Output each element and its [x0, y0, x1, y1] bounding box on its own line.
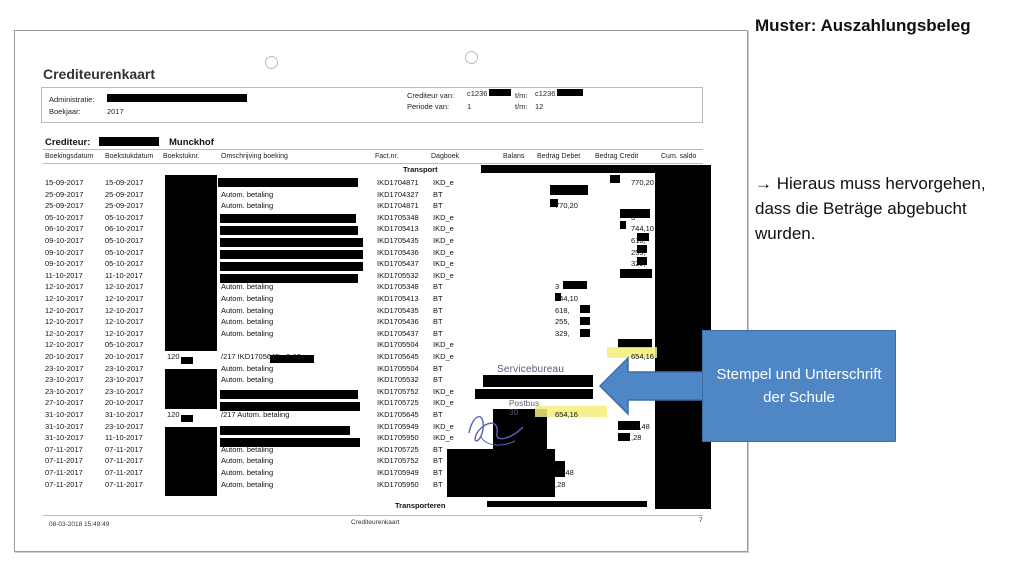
- redaction: [580, 329, 590, 337]
- cell-dag: IKD_e: [433, 178, 454, 187]
- cell-bd: 07-11-2017: [45, 456, 83, 466]
- cell-dag: IKD_e: [433, 212, 454, 222]
- crediteur-van-value: c1236: [467, 89, 488, 98]
- cell-desc: Autom. betaling: [221, 328, 274, 338]
- cell-bd: 09-10-2017: [45, 236, 84, 245]
- cell-bd: 12-10-2017: [45, 305, 84, 315]
- cell-bd: 23-10-2017: [45, 375, 84, 385]
- cell-desc: Autom. betaling: [221, 375, 274, 385]
- periode-van-label: Periode van:: [407, 102, 450, 111]
- cell-sd: 25-09-2017: [105, 189, 144, 199]
- cell-sd: 12-10-2017: [105, 294, 144, 303]
- punch-hole-icon: [265, 56, 278, 69]
- cell-dag: IKD_e: [433, 433, 454, 443]
- cell-desc: /217 Autom. betaling: [221, 410, 290, 419]
- cell-sd: 23-10-2017: [105, 363, 144, 373]
- cell-fact: IKD1705752: [377, 456, 419, 466]
- document-title: Crediteurenkaart: [43, 66, 156, 82]
- cell-fact: IKD1705436: [377, 247, 419, 257]
- redaction: [489, 89, 511, 96]
- cell-desc: Autom. betaling: [221, 479, 274, 489]
- cell-dag: BT: [433, 305, 443, 315]
- cell-fact: IKD1705504: [377, 363, 419, 373]
- cell-sd: 05-10-2017: [105, 236, 144, 245]
- cell-dag: BT: [433, 468, 443, 477]
- cell-fact: IKD1705435: [377, 236, 419, 245]
- cell-dag: IKD_e: [433, 259, 454, 269]
- cell-desc: Autom. betaling: [221, 444, 274, 454]
- redaction: [487, 501, 647, 507]
- cell-credit: ,28: [631, 433, 642, 443]
- cell-dag: IKD_e: [433, 247, 454, 257]
- cell-bd: 12-10-2017: [45, 282, 84, 292]
- stamp-number: 30: [509, 408, 519, 417]
- column-header: Boekstukdatum: [105, 153, 154, 160]
- cell-debet: 770,20: [555, 201, 578, 211]
- cell-dag: BT: [433, 317, 443, 327]
- cell-debet: 618,: [555, 305, 570, 315]
- cell-sd: 07-11-2017: [105, 468, 143, 477]
- cell-bd: 23-10-2017: [45, 363, 84, 373]
- cell-fact: IKD1705435: [377, 305, 419, 315]
- cell-sd: 07-11-2017: [105, 479, 143, 489]
- divider: [43, 515, 703, 516]
- cell-sd: 12-10-2017: [105, 305, 144, 315]
- redaction: [580, 305, 590, 313]
- slide-title: Muster: Auszahlungsbeleg: [755, 16, 971, 35]
- cell-fact: IKD1705532: [377, 375, 419, 385]
- cell-bd: 31-10-2017: [45, 410, 84, 419]
- cell-fact: IKD1705949: [377, 468, 419, 477]
- tm-value-1: c1236: [535, 89, 556, 98]
- divider: [43, 163, 703, 164]
- cell-debet: 79,48: [555, 468, 574, 477]
- cell-bd: 12-10-2017: [45, 340, 84, 350]
- cell-dag: BT: [433, 294, 443, 303]
- redaction: [220, 250, 363, 259]
- cell-bd: 07-11-2017: [45, 468, 83, 477]
- cell-fact: IKD1705532: [377, 270, 419, 280]
- cell-debet: 329,: [555, 328, 570, 338]
- cell-dag: BT: [433, 282, 443, 292]
- transporteren-label: Transporteren: [395, 501, 446, 510]
- redaction: [220, 238, 363, 247]
- cell-fact: IKD1705725: [377, 398, 419, 408]
- stamp-postbus: Postbus: [509, 399, 540, 408]
- redaction: [220, 214, 356, 223]
- meta-frame: [41, 87, 703, 123]
- cell-sd: 05-10-2017: [105, 247, 144, 257]
- cell-dag: IKD_e: [433, 340, 454, 350]
- redaction: [107, 94, 247, 102]
- redaction: [218, 178, 358, 187]
- cell-credit: 255,: [631, 247, 646, 257]
- cell-debet: 255,: [555, 317, 570, 327]
- cell-desc: Autom. betaling: [221, 189, 274, 199]
- cell-dag: IKD_e: [433, 398, 454, 408]
- cell-sd: 12-10-2017: [105, 328, 144, 338]
- cell-sd: 11-10-2017: [105, 433, 143, 443]
- cell-dag: BT: [433, 410, 443, 419]
- cell-debet: 654,16: [555, 410, 578, 419]
- cell-sd: 25-09-2017: [105, 201, 144, 211]
- cell-debet: 744,10: [555, 294, 578, 303]
- redaction: [165, 369, 217, 409]
- transport-label: Transport: [403, 165, 438, 174]
- cell-dag: IKD_e: [433, 352, 454, 361]
- cell-credit: 329,: [631, 259, 646, 269]
- cell-dag: IKD_e: [433, 270, 454, 280]
- boekjaar-value: 2017: [107, 107, 124, 116]
- cell-debet: ,28: [555, 479, 566, 489]
- cell-credit: 770,20: [631, 178, 654, 187]
- cell-bd: 12-10-2017: [45, 317, 84, 327]
- cell-bd: 07-11-2017: [45, 479, 83, 489]
- periode-van-value: 1: [467, 102, 472, 111]
- cell-fact: IKD1705725: [377, 444, 419, 454]
- cell-sd: 05-10-2017: [105, 212, 144, 222]
- column-header: Boekstuknr.: [163, 153, 200, 160]
- cell-credit: 744,10: [631, 224, 654, 234]
- cell-sd: 11-10-2017: [105, 270, 143, 280]
- callout-box: Stempel und Unterschrift der Schule: [702, 330, 896, 442]
- cell-bd: 12-10-2017: [45, 294, 84, 303]
- cell-fact: IKD1704871: [377, 178, 419, 187]
- redaction: [220, 390, 358, 399]
- cell-dag: BT: [433, 479, 443, 489]
- cell-bd: 06-10-2017: [45, 224, 84, 234]
- cell-bd: 11-10-2017: [45, 270, 83, 280]
- slide-note: → Hieraus muss hervorgehen, dass die Beträge abgebucht wurden.: [755, 174, 986, 243]
- cell-debet: 3: [555, 282, 560, 292]
- column-header: Fact.nr.: [375, 153, 399, 160]
- cell-fact: IKD1705950: [377, 479, 419, 489]
- cell-bd: 31-10-2017: [45, 433, 84, 443]
- cell-sd: 05-10-2017: [105, 340, 144, 350]
- redaction: [220, 262, 363, 271]
- cell-dag: IKD_e: [433, 386, 454, 396]
- cell-sd: 23-10-2017: [105, 375, 144, 385]
- cell-bd: 25-09-2017: [45, 201, 84, 211]
- cell-bd: 07-11-2017: [45, 444, 83, 454]
- cell-bd: 09-10-2017: [45, 247, 84, 257]
- crediteur-label: Crediteur:: [45, 137, 91, 148]
- column-header: Dagboek: [431, 153, 460, 160]
- redaction: [620, 269, 652, 278]
- cell-desc: /217 IKD1705645 - 6-10: [221, 352, 302, 361]
- crediteur-name: Munckhof: [169, 137, 214, 148]
- cell-sd: 05-10-2017: [105, 259, 144, 269]
- cell-dag: BT: [433, 375, 443, 385]
- cell-desc: Autom. betaling: [221, 305, 274, 315]
- cell-desc: Autom. betaling: [221, 282, 274, 292]
- column-header: Boekingsdatum: [45, 153, 94, 160]
- cell-fact: IKD1705437: [377, 259, 419, 269]
- tm-label-2: t/m:: [515, 102, 528, 111]
- cell-bd: 27-10-2017: [45, 398, 84, 408]
- cell-sd: 15-09-2017: [105, 178, 144, 187]
- cell-bd: 25-09-2017: [45, 189, 84, 199]
- cell-sd: 20-10-2017: [105, 398, 144, 408]
- signature-icon: [463, 403, 533, 453]
- redaction: [181, 415, 193, 422]
- cell-dag: BT: [433, 328, 443, 338]
- redaction: [618, 433, 630, 441]
- redaction: [220, 426, 350, 435]
- cell-nr: 120: [167, 352, 180, 361]
- punch-hole-icon: [465, 51, 478, 64]
- cell-sd: 12-10-2017: [105, 282, 144, 292]
- redaction: [165, 461, 217, 496]
- cell-desc: Autom. betaling: [221, 363, 274, 373]
- cell-fact: IKD1705437: [377, 328, 419, 338]
- column-header: Cum. saldo: [661, 153, 697, 160]
- redaction: [580, 317, 590, 325]
- redaction: [563, 281, 587, 289]
- redaction: [165, 175, 217, 351]
- cell-dag: BT: [433, 363, 443, 373]
- cell-fact: IKD1704871: [377, 201, 419, 211]
- boekjaar-label: Boekjaar:: [49, 107, 81, 116]
- redaction: [99, 137, 159, 146]
- stamp-servicebureau: Servicebureau: [497, 364, 565, 375]
- cell-credit: 79,48: [631, 421, 650, 431]
- cell-sd: 12-10-2017: [105, 317, 144, 327]
- redaction: [620, 221, 626, 229]
- cell-fact: IKD1705752: [377, 386, 419, 396]
- tm-value-2: 12: [535, 102, 544, 111]
- cell-bd: 15-09-2017: [45, 178, 84, 187]
- column-header: Omschrijving boeking: [221, 153, 288, 160]
- footer-title: Crediteurenkaart: [351, 519, 400, 526]
- cell-fact: IKD1705950: [377, 433, 419, 443]
- tm-label-1: t/m:: [515, 91, 528, 100]
- redaction: [220, 226, 358, 235]
- cell-bd: 31-10-2017: [45, 421, 84, 431]
- redaction: [181, 357, 193, 364]
- cell-dag: IKD_e: [433, 224, 454, 234]
- redaction: [447, 449, 555, 497]
- cell-credit: 618,: [631, 236, 646, 245]
- redaction: [610, 175, 620, 183]
- cell-credit: 654,16: [631, 352, 654, 361]
- cell-fact: IKD1705413: [377, 224, 419, 234]
- cell-sd: 23-10-2017: [105, 421, 144, 431]
- cell-desc: Autom. betaling: [221, 456, 274, 466]
- divider: [43, 149, 703, 150]
- cell-desc: Autom. betaling: [221, 294, 274, 303]
- cell-fact: IKD1705436: [377, 317, 419, 327]
- cell-dag: BT: [433, 444, 443, 454]
- cell-dag: IKD_e: [433, 421, 454, 431]
- cell-fact: IKD1705413: [377, 294, 419, 303]
- cell-bd: 05-10-2017: [45, 212, 84, 222]
- footer-timestamp: 08-03-2018 15:49:49: [49, 521, 110, 528]
- redaction: [557, 89, 583, 96]
- cell-bd: 23-10-2017: [45, 386, 84, 396]
- redaction: [475, 389, 593, 399]
- cell-fact: IKD1705949: [377, 421, 419, 431]
- cell-nr: 120: [167, 410, 180, 419]
- cell-sd: 07-11-2017: [105, 456, 143, 466]
- arrow-left-icon: [598, 356, 708, 416]
- cell-fact: IKD1704327: [377, 189, 419, 199]
- cell-dag: IKD_e: [433, 236, 454, 245]
- cell-dag: BT: [433, 189, 443, 199]
- cell-fact: IKD1705348: [377, 282, 419, 292]
- column-header: Bedrag Credit: [595, 153, 639, 160]
- administratie-label: Administratie:: [49, 95, 95, 104]
- cell-desc: Autom. betaling: [221, 201, 274, 211]
- cell-dag: BT: [433, 201, 443, 211]
- cell-fact: IKD1705348: [377, 212, 419, 222]
- cell-bd: 20-10-2017: [45, 352, 84, 361]
- cell-fact: IKD1705645: [377, 352, 419, 361]
- redaction: [550, 185, 588, 195]
- cell-desc: Autom. betaling: [221, 317, 274, 327]
- cell-credit: 3: [631, 212, 636, 222]
- cell-fact: IKD1705645: [377, 410, 419, 419]
- column-header: Balans: [503, 153, 525, 160]
- cell-desc: Autom. betaling: [221, 468, 274, 477]
- cell-bd: 12-10-2017: [45, 328, 84, 338]
- document-page: [15, 31, 747, 551]
- cell-sd: 31-10-2017: [105, 410, 144, 419]
- footer-page-number: 7: [699, 517, 703, 524]
- cell-bd: 09-10-2017: [45, 259, 84, 269]
- cell-sd: 07-11-2017: [105, 444, 143, 454]
- cell-sd: 23-10-2017: [105, 386, 144, 396]
- crediteur-van-label: Crediteur van:: [407, 91, 455, 100]
- cell-fact: IKD1705504: [377, 340, 419, 350]
- scanned-document: [14, 30, 748, 552]
- redaction: [483, 375, 593, 387]
- cell-dag: BT: [433, 456, 443, 466]
- column-header: Bedrag Debet: [537, 153, 581, 160]
- cell-sd: 20-10-2017: [105, 352, 144, 361]
- cell-sd: 06-10-2017: [105, 224, 144, 234]
